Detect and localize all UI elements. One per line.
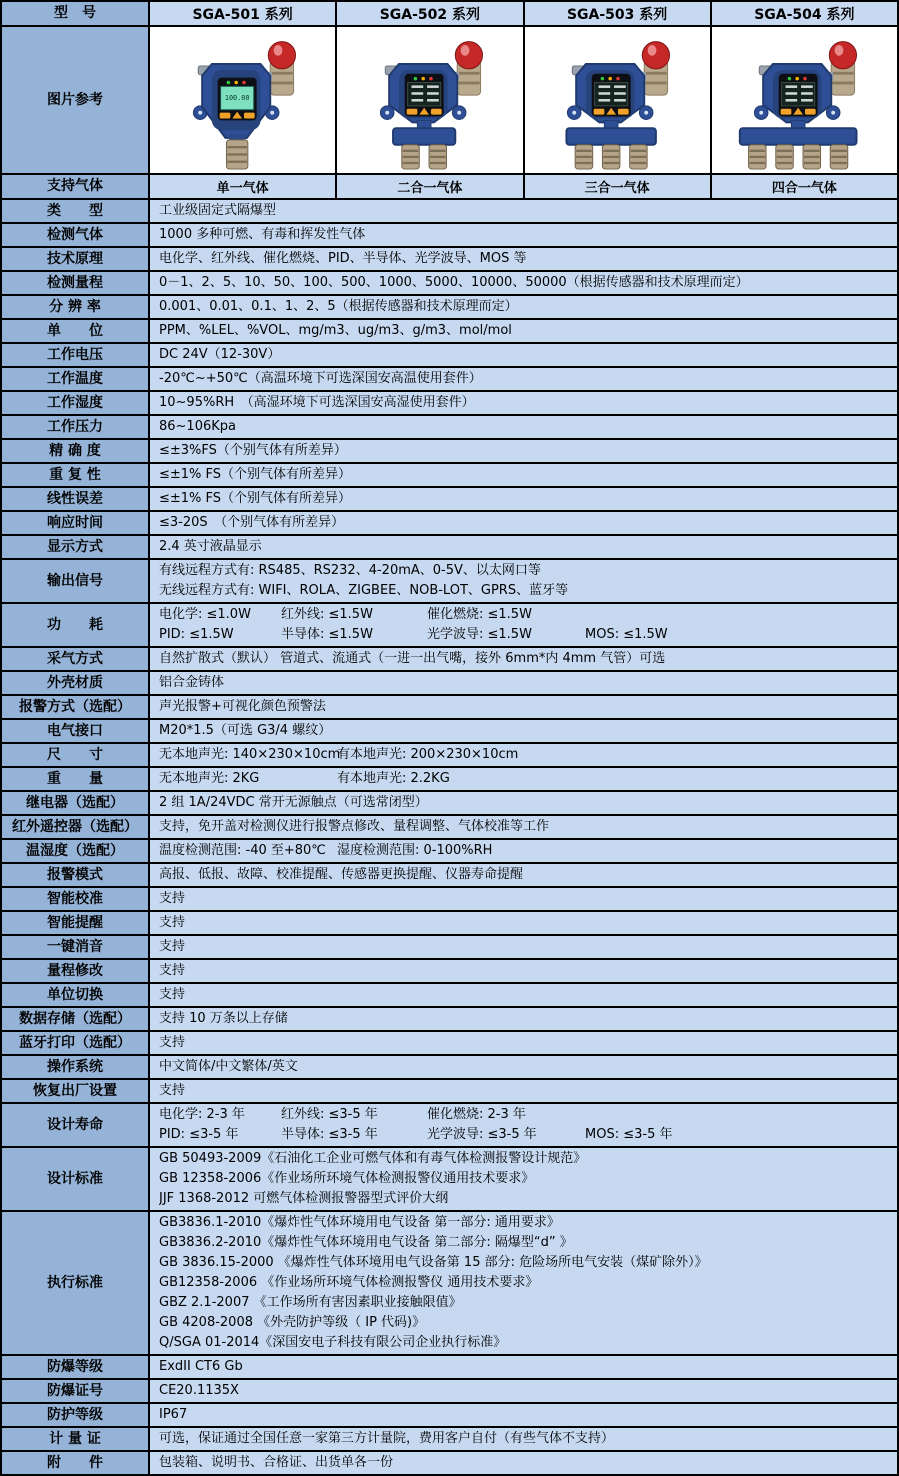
spec-row-label: 显示方式: [2, 536, 150, 558]
spec-row-value: 支持: [150, 984, 897, 1006]
spec-row: [2, 672, 897, 696]
spec-row-value: 2.4 英寸液晶显示: [150, 536, 897, 558]
spec-row: [2, 560, 897, 604]
spec-value-segment: 红外线: ≤3-5 年: [281, 1107, 378, 1122]
spec-row-value: -20℃~+50℃（高温环境下可选深国安高温使用套件）: [150, 368, 897, 390]
spec-row: [2, 440, 897, 464]
spec-row-label: 蓝牙打印（选配）: [2, 1032, 150, 1054]
spec-row: [2, 816, 897, 840]
spec-row-label: 智能校准: [2, 888, 150, 910]
device-image-sga-503: [525, 27, 712, 173]
spec-value-segment: 催化燃烧: ≤1.5W: [427, 607, 532, 622]
spec-row-value: 0－1、2、5、10、50、100、500、1000、5000、10000、50000（根据传感器和技术原理而定）: [150, 272, 897, 294]
spec-row-label: 防爆证号: [2, 1380, 150, 1402]
spec-row: [2, 1356, 897, 1380]
spec-row-label: 检测气体: [2, 224, 150, 246]
spec-row-label: 设计标准: [2, 1148, 150, 1210]
spec-row-value: ≤±3%FS（个别气体有所差异）: [150, 440, 897, 462]
spec-row: [2, 512, 897, 536]
spec-value-segment: MOS: ≤1.5W: [585, 627, 668, 642]
spec-row: [2, 392, 897, 416]
spec-row-label: 工作温度: [2, 368, 150, 390]
spec-row-label: 继电器（选配）: [2, 792, 150, 814]
spec-row-value: 1000 多种可燃、有毒和挥发性气体: [150, 224, 897, 246]
spec-row: [2, 464, 897, 488]
series-header-sga-501: SGA-501 系列: [150, 2, 337, 25]
spec-row-label: 功 耗: [2, 604, 150, 646]
spec-row-value: 中文简体/中文繁体/英文: [150, 1056, 897, 1078]
spec-value-segment: 电化学: ≤1.0W: [159, 607, 251, 622]
spec-value-segment: PID: ≤1.5W: [159, 627, 234, 642]
spec-row-value: 电化学、红外线、催化燃烧、PID、半导体、光学波导、MOS 等: [150, 248, 897, 270]
series-header-sga-503: SGA-503 系列: [525, 2, 712, 25]
spec-row-value: M20*1.5（可选 G3/4 螺纹）: [150, 720, 897, 742]
spec-row-label: 单位切换: [2, 984, 150, 1006]
spec-row-value: ≤3-20S （个别气体有所差异）: [150, 512, 897, 534]
spec-value-segment: 温度检测范围: -40 至+80℃: [159, 843, 326, 858]
spec-row: [2, 604, 897, 648]
device-image-sga-501: [150, 27, 337, 173]
spec-row: [2, 1008, 897, 1032]
spec-row-label: 类 型: [2, 200, 150, 222]
spec-row-label: 数据存储（选配）: [2, 1008, 150, 1030]
spec-row-value: 支持: [150, 888, 897, 910]
spec-row: [2, 744, 897, 768]
svg-text:100.00: 100.00: [224, 94, 250, 103]
spec-row-label: 工作压力: [2, 416, 150, 438]
spec-row-label: 重 复 性: [2, 464, 150, 486]
gas-type-sga-501: 单一气体: [150, 175, 337, 198]
model-header-row: [2, 2, 897, 27]
gas-row-label: 支持气体: [2, 175, 150, 198]
spec-row: [2, 1032, 897, 1056]
spec-row-label: 采气方式: [2, 648, 150, 670]
spec-row: [2, 224, 897, 248]
spec-row-label: 工作湿度: [2, 392, 150, 414]
spec-row: [2, 536, 897, 560]
spec-row: [2, 984, 897, 1008]
spec-row-label: 尺 寸: [2, 744, 150, 766]
spec-value-segment: 半导体: ≤3-5 年: [281, 1127, 378, 1142]
spec-row: [2, 200, 897, 224]
spec-row-label: 红外遥控器（选配）: [2, 816, 150, 838]
spec-row: [2, 368, 897, 392]
spec-row-value: 工业级固定式隔爆型: [150, 200, 897, 222]
spec-row: [2, 696, 897, 720]
spec-row-value: [150, 840, 897, 862]
spec-row-label: 电气接口: [2, 720, 150, 742]
spec-row-value: 支持，免开盖对检测仪进行报警点修改、量程调整、气体校准等工作: [150, 816, 897, 838]
spec-row-value: [150, 744, 897, 766]
spec-row-label: 执行标准: [2, 1212, 150, 1354]
spec-row-value: 有线远程方式有: RS485、RS232、4-20mA、0-5V、以太网口等 无线远程方式有: WIFI、ROLA、ZIGBEE、NOB-LOT、GPRS、蓝牙等: [150, 560, 897, 602]
spec-row-value: CE20.1135X: [150, 1380, 897, 1402]
spec-row-value: 0.001、0.01、0.1、1、2、5（根据传感器和技术原理而定）: [150, 296, 897, 318]
spec-row: [2, 936, 897, 960]
spec-row: [2, 1428, 897, 1452]
spec-row: [2, 248, 897, 272]
spec-row-label: 防爆等级: [2, 1356, 150, 1378]
spec-value-segment: 半导体: ≤1.5W: [281, 627, 373, 642]
spec-value-segment: PID: ≤3-5 年: [159, 1127, 239, 1142]
spec-row: [2, 888, 897, 912]
spec-row: [2, 488, 897, 512]
spec-row-value: 支持: [150, 912, 897, 934]
spec-row-label: 操作系统: [2, 1056, 150, 1078]
spec-row-label: 防护等级: [2, 1404, 150, 1426]
spec-row-value: ≤±1% FS（个别气体有所差异）: [150, 464, 897, 486]
device-image-sga-502: [337, 27, 524, 173]
spec-row-label: 报警模式: [2, 864, 150, 886]
spec-row-label: 计 量 证: [2, 1428, 150, 1450]
spec-value-segment: 无本地声光: 2KG: [159, 771, 260, 786]
spec-row: [2, 1404, 897, 1428]
gas-type-sga-502: 二合一气体: [337, 175, 524, 198]
spec-row-value: 86~106Kpa: [150, 416, 897, 438]
spec-row-label: 线性误差: [2, 488, 150, 510]
spec-row: [2, 416, 897, 440]
spec-row-value: PPM、%LEL、%VOL、mg/m3、ug/m3、g/m3、mol/mol: [150, 320, 897, 342]
supported-gas-row: [2, 175, 897, 200]
spec-value-segment: 无本地声光: 140×230×10cm: [159, 747, 341, 762]
spec-row-label: 检测量程: [2, 272, 150, 294]
spec-row: [2, 720, 897, 744]
spec-row: [2, 1080, 897, 1104]
spec-row-value: GB3836.1-2010《爆炸性气体环境用电气设备 第一部分: 通用要求》 GB3836.2-2010《爆炸性气体环境用电气设备 第二部分: 隔爆型“d” 》 GB 3836.15-2000 《爆炸性气体环境用电气设备第 15 部分: 危险场所电气安装（煤矿除外）》 GB12358-2006 《作业场所环境气体检测报警仪 通用技术要求》 GBZ 2.1-2007 《工作场所有害因素职业接触限值》 GB 4208-2008 《外壳防护等级（ IP 代码)》 Q/SGA 01-2014《深国安电子科技有限公司企业执行标准》: [150, 1212, 897, 1354]
spec-row: [2, 1148, 897, 1212]
spec-value-segment: 光学波导: ≤3-5 年: [427, 1127, 537, 1142]
model-header-label: 型 号: [2, 2, 150, 25]
spec-value-segment: 红外线: ≤1.5W: [281, 607, 373, 622]
spec-row-value: DC 24V（12-30V）: [150, 344, 897, 366]
image-row-label: 图片参考: [2, 27, 150, 173]
spec-row-value: [150, 768, 897, 790]
spec-row: [2, 320, 897, 344]
spec-value-segment: 催化燃烧: 2-3 年: [427, 1107, 526, 1122]
spec-row: [2, 1104, 897, 1148]
spec-row-value: 包装箱、说明书、合格证、出货单各一份: [150, 1452, 897, 1474]
spec-row: [2, 1056, 897, 1080]
spec-value-segment: 有本地声光: 2.2KG: [337, 771, 450, 786]
spec-row-label: 外壳材质: [2, 672, 150, 694]
spec-row-value: 支持: [150, 960, 897, 982]
spec-row-label: 分 辨 率: [2, 296, 150, 318]
spec-row-value: ExdII CT6 Gb: [150, 1356, 897, 1378]
spec-row: [2, 840, 897, 864]
spec-row: [2, 272, 897, 296]
spec-row-label: 技术原理: [2, 248, 150, 270]
spec-value-segment: 有本地声光: 200×230×10cm: [337, 747, 519, 762]
spec-row-value: 可选，保证通过全国任意一家第三方计量院，费用客户自付（有些气体不支持）: [150, 1428, 897, 1450]
spec-row-value: 支持 10 万条以上存储: [150, 1008, 897, 1030]
spec-row-value: GB 50493-2009《石油化工企业可燃气体和有毒气体检测报警设计规范》 GB 12358-2006《作业场所环境气体检测报警仪通用技术要求》 JJF 1368-2012 可燃气体检测报警器型式评价大纲: [150, 1148, 897, 1210]
spec-row-label: 量程修改: [2, 960, 150, 982]
gas-type-sga-503: 三合一气体: [525, 175, 712, 198]
series-header-sga-502: SGA-502 系列: [337, 2, 524, 25]
spec-row-label: 输出信号: [2, 560, 150, 602]
spec-row: [2, 864, 897, 888]
spec-row-label: 报警方式（选配）: [2, 696, 150, 718]
gas-type-sga-504: 四合一气体: [712, 175, 897, 198]
spec-row: [2, 344, 897, 368]
device-image-sga-504: [712, 27, 897, 173]
spec-row-value: 2 组 1A/24VDC 常开无源触点（可选常闭型）: [150, 792, 897, 814]
spec-row-value: ≤±1% FS（个别气体有所差异）: [150, 488, 897, 510]
spec-value-segment: 湿度检测范围: 0-100%RH: [337, 843, 493, 858]
image-reference-row: [2, 27, 897, 175]
spec-row-label: 温湿度（选配）: [2, 840, 150, 862]
spec-row-value: 声光报警+可视化颜色预警法: [150, 696, 897, 718]
spec-row-value: IP67: [150, 1404, 897, 1426]
spec-row-value: 铝合金铸体: [150, 672, 897, 694]
spec-value-segment: 电化学: 2-3 年: [159, 1107, 245, 1122]
spec-row-value: [150, 1104, 897, 1146]
spec-row: [2, 912, 897, 936]
spec-row-label: 智能提醒: [2, 912, 150, 934]
spec-row-value: 支持: [150, 936, 897, 958]
spec-row-label: 重 量: [2, 768, 150, 790]
spec-row-label: 一键消音: [2, 936, 150, 958]
spec-value-segment: MOS: ≤3-5 年: [585, 1127, 673, 1142]
spec-row-label: 精 确 度: [2, 440, 150, 462]
spec-row: [2, 1452, 897, 1474]
spec-row-value: 支持: [150, 1032, 897, 1054]
spec-row-label: 工作电压: [2, 344, 150, 366]
spec-row: [2, 792, 897, 816]
spec-row-value: [150, 604, 897, 646]
spec-row-value: 高报、低报、故障、校准提醒、传感器更换提醒、仪器寿命提醒: [150, 864, 897, 886]
spec-row-label: 单 位: [2, 320, 150, 342]
spec-row: [2, 296, 897, 320]
spec-row: [2, 768, 897, 792]
spec-row: [2, 1380, 897, 1404]
spec-row: [2, 1212, 897, 1356]
spec-row-value: 支持: [150, 1080, 897, 1102]
spec-row: [2, 960, 897, 984]
spec-row-value: 10~95%RH （高湿环境下可选深国安高湿使用套件）: [150, 392, 897, 414]
spec-row-label: 设计寿命: [2, 1104, 150, 1146]
spec-row-label: 附 件: [2, 1452, 150, 1474]
spec-row-value: 自然扩散式（默认） 管道式、流通式（一进一出气嘴，接外 6mm*内 4mm 气管）可选: [150, 648, 897, 670]
spec-row: [2, 648, 897, 672]
spec-row-label: 恢复出厂设置: [2, 1080, 150, 1102]
spec-row-label: 响应时间: [2, 512, 150, 534]
spec-value-segment: 光学波导: ≤1.5W: [427, 627, 532, 642]
series-header-sga-504: SGA-504 系列: [712, 2, 897, 25]
spec-rows: [2, 200, 897, 1474]
